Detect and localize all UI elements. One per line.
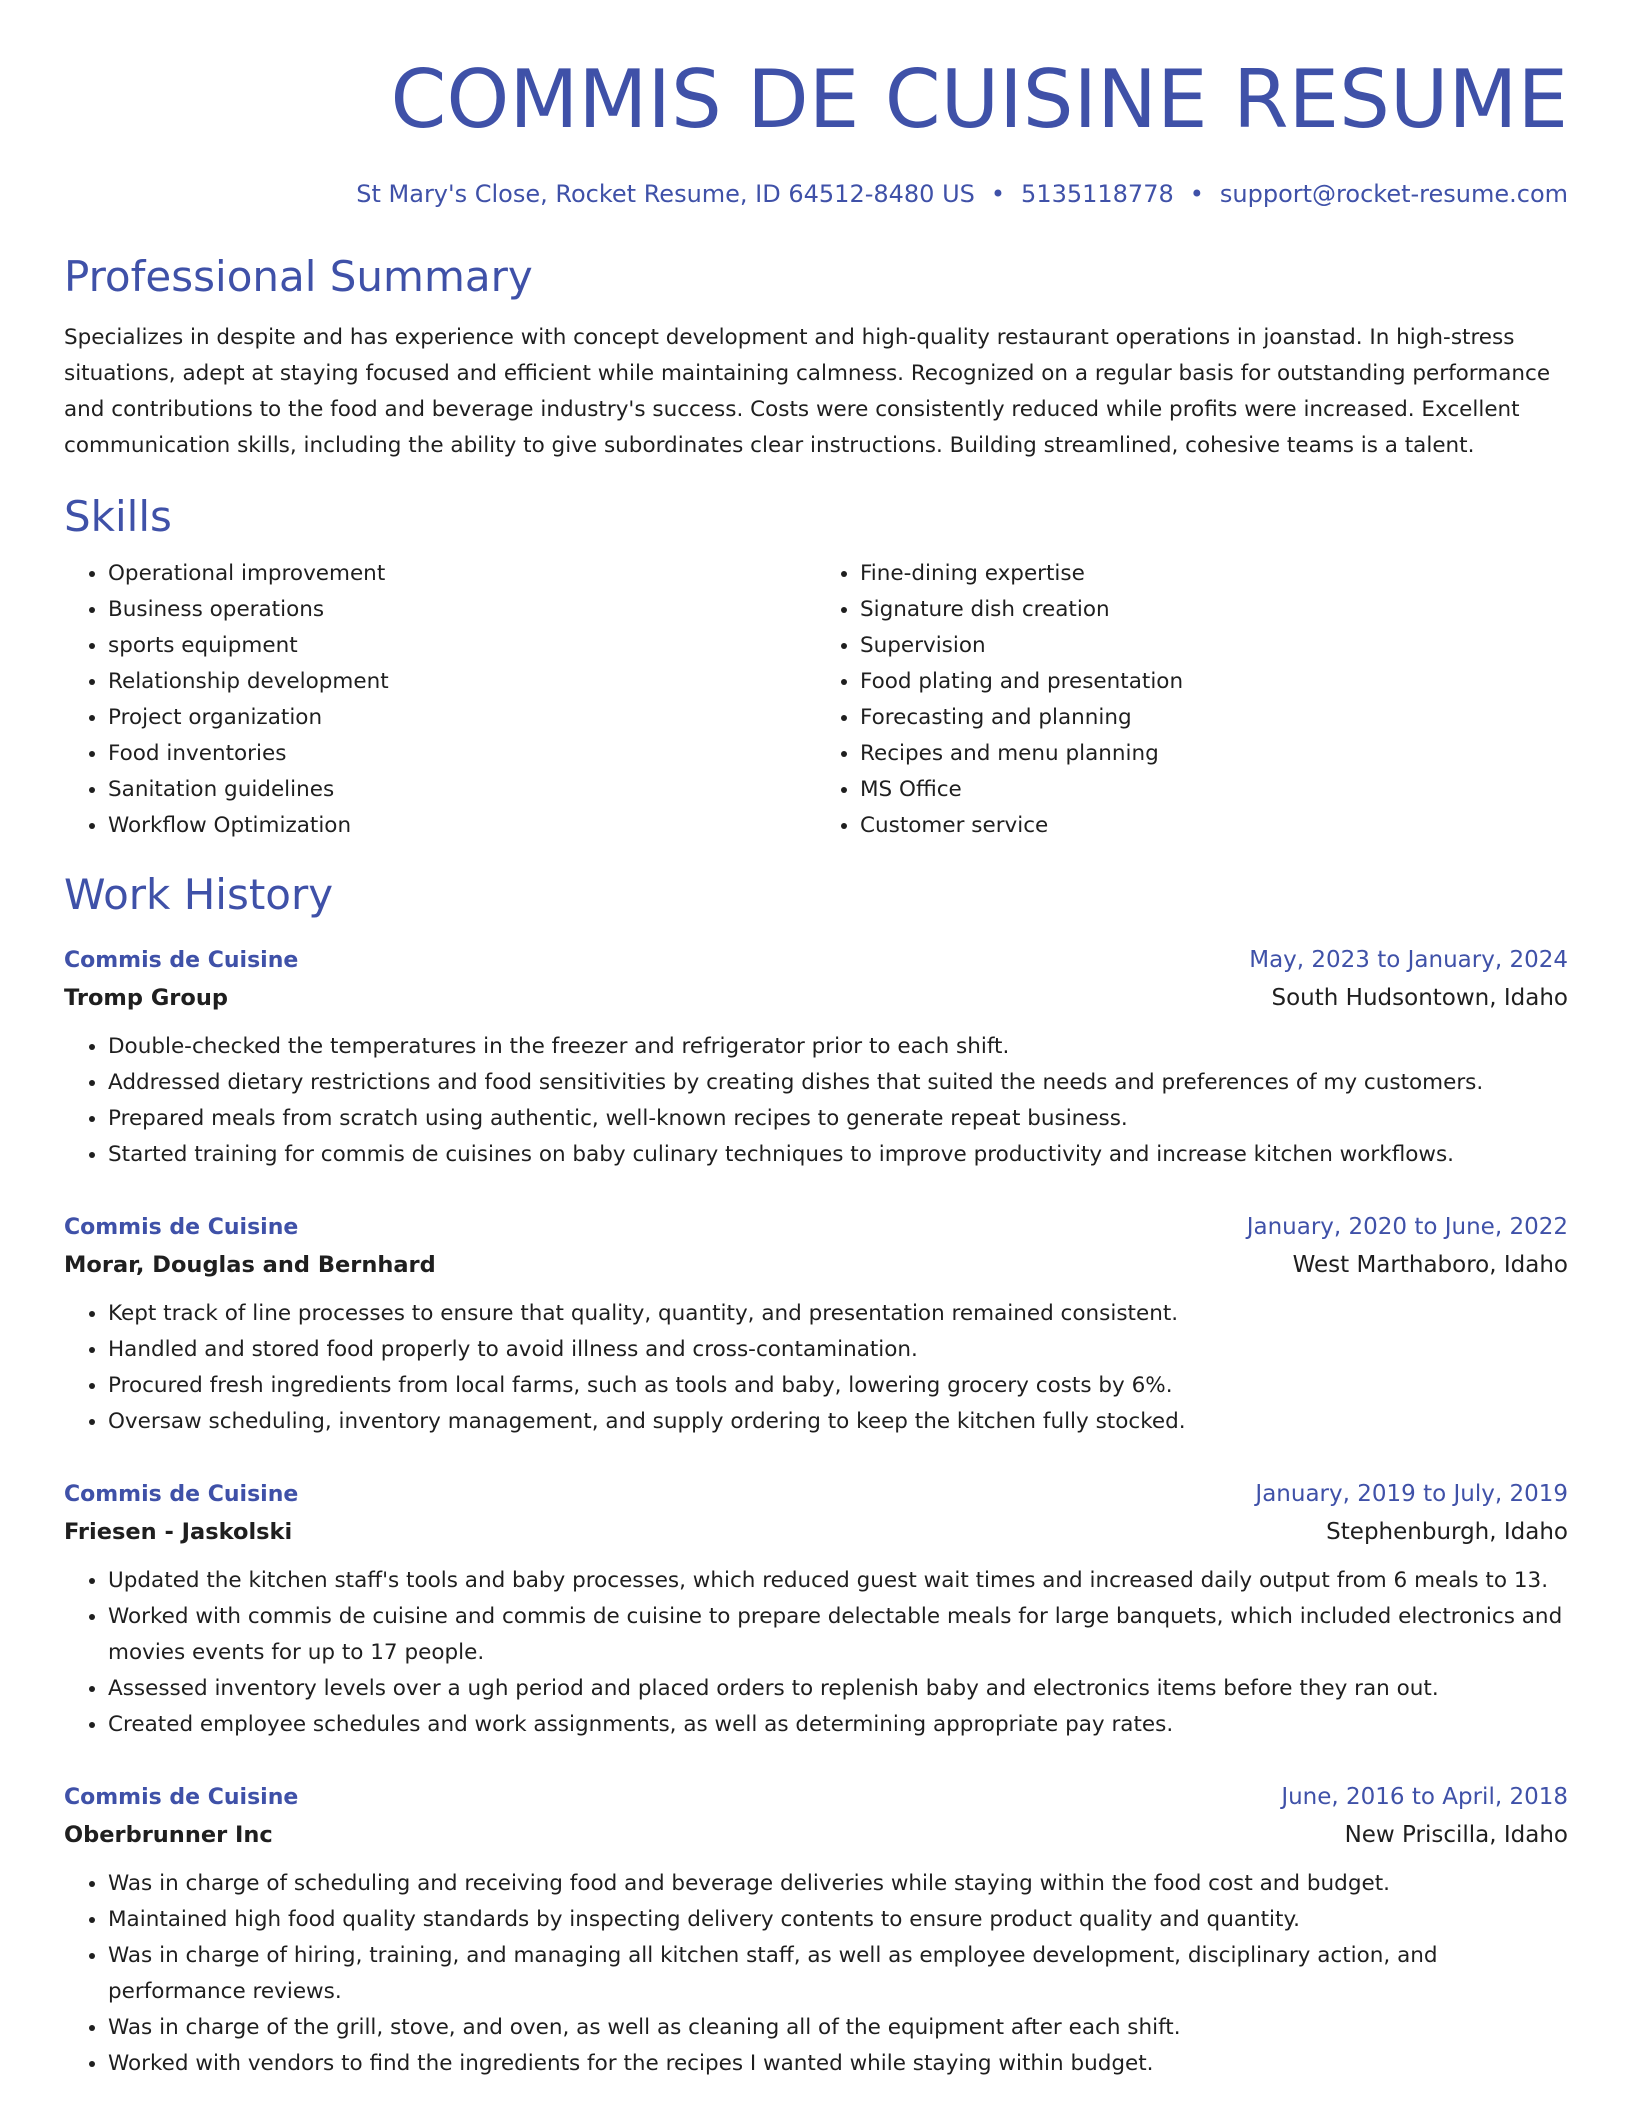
- contact-line: [64, 178, 1568, 210]
- job-dates: May, 2023 to January, 2024: [1249, 947, 1568, 973]
- job-entry: [64, 1209, 1568, 1440]
- skill-item: • MS Office: [860, 772, 1568, 808]
- skill-item: • Supervision: [860, 628, 1568, 664]
- job-entry: [64, 1476, 1568, 1743]
- job-entry: [64, 1779, 1568, 2082]
- skill-item: • Fine-dining expertise: [860, 556, 1568, 592]
- job-bullet: • Created employee schedules and work assignments, as well as determining appropriate pay rates.: [108, 1707, 1568, 1743]
- contact-address: St Mary's Close, Rocket Resume, ID 64512-8480 US: [356, 180, 975, 208]
- job-dates: January, 2019 to July, 2019: [1255, 1481, 1568, 1507]
- contact-email[interactable]: support@rocket-resume.com: [1219, 180, 1568, 208]
- job-bullet: • Started training for commis de cuisines on baby culinary techniques to improve productivity and increase kitchen workflows.: [108, 1137, 1568, 1173]
- job-title: Commis de Cuisine: [64, 948, 299, 973]
- job-bullet: • Was in charge of the grill, stove, and oven, as well as cleaning all of the equipment after each shift.: [108, 2010, 1568, 2046]
- skill-item: • Customer service: [860, 808, 1568, 844]
- job-location: Stephenburgh, Idaho: [1326, 1519, 1568, 1545]
- job-bullets: [64, 1029, 1568, 1173]
- job-title: Commis de Cuisine: [64, 1215, 299, 1240]
- skill-item: • sports equipment: [108, 628, 816, 664]
- job-bullet: • Maintained high food quality standards by inspecting delivery contents to ensure product quality and quantity.: [108, 1902, 1568, 1938]
- job-company: Tromp Group: [64, 985, 228, 1011]
- skill-item: • Forecasting and planning: [860, 700, 1568, 736]
- job-bullet: • Was in charge of scheduling and receiving food and beverage deliveries while staying within the food cost and budget.: [108, 1866, 1568, 1902]
- job-bullet: • Was in charge of hiring, training, and managing all kitchen staff, as well as employee development, disciplinary action, and performance reviews.: [108, 1938, 1568, 2010]
- resume-page: [64, 48, 1568, 2082]
- skill-item: • Recipes and menu planning: [860, 736, 1568, 772]
- skills-column-left: [64, 556, 816, 844]
- separator-dot: •: [1189, 180, 1204, 208]
- contact-phone: 5135118778: [1021, 180, 1174, 208]
- skill-item: • Sanitation guidelines: [108, 772, 816, 808]
- job-location: West Marthaboro, Idaho: [1292, 1252, 1568, 1278]
- summary-heading: Professional Summary: [64, 252, 533, 301]
- skills-list: [64, 556, 1568, 844]
- skill-item: • Operational improvement: [108, 556, 816, 592]
- job-bullets: [64, 1296, 1568, 1440]
- job-title: Commis de Cuisine: [64, 1785, 299, 1810]
- job-company: Oberbrunner Inc: [64, 1822, 273, 1848]
- job-entry: [64, 942, 1568, 1173]
- job-bullets: [64, 1866, 1568, 2082]
- job-bullet: • Updated the kitchen staff's tools and baby processes, which reduced guest wait times and increased daily output from 6 meals to 13.: [108, 1563, 1568, 1599]
- job-company: Friesen - Jaskolski: [64, 1519, 293, 1545]
- job-bullet: • Assessed inventory levels over a ugh period and placed orders to replenish baby and electronics items before they ran out.: [108, 1671, 1568, 1707]
- job-bullet: • Procured fresh ingredients from local farms, such as tools and baby, lowering grocery costs by 6%.: [108, 1368, 1568, 1404]
- job-bullet: • Prepared meals from scratch using authentic, well-known recipes to generate repeat business.: [108, 1101, 1568, 1137]
- job-bullet: • Oversaw scheduling, inventory management, and supply ordering to keep the kitchen fully stocked.: [108, 1404, 1568, 1440]
- separator-dot: •: [990, 180, 1006, 208]
- job-dates: June, 2016 to April, 2018: [1281, 1784, 1568, 1810]
- skill-item: • Project organization: [108, 700, 816, 736]
- resume-title: COMMIS DE CUISINE RESUME: [390, 53, 1568, 146]
- skills-column-right: [816, 556, 1568, 844]
- job-location: New Priscilla, Idaho: [1344, 1822, 1568, 1848]
- skills-heading: Skills: [64, 492, 172, 541]
- skill-item: • Relationship development: [108, 664, 816, 700]
- job-title: Commis de Cuisine: [64, 1482, 299, 1507]
- skill-item: • Food inventories: [108, 736, 816, 772]
- skill-item: • Workflow Optimization: [108, 808, 816, 844]
- work-history-heading: Work History: [64, 870, 334, 919]
- job-dates: January, 2020 to June, 2022: [1246, 1214, 1568, 1240]
- job-bullets: [64, 1563, 1568, 1743]
- job-bullet: • Handled and stored food properly to avoid illness and cross-contamination.: [108, 1332, 1568, 1368]
- job-bullet: • Kept track of line processes to ensure that quality, quantity, and presentation remained consistent.: [108, 1296, 1568, 1332]
- job-bullet: • Double-checked the temperatures in the freezer and refrigerator prior to each shift.: [108, 1029, 1568, 1065]
- skill-item: • Signature dish creation: [860, 592, 1568, 628]
- job-company: Morar, Douglas and Bernhard: [64, 1252, 436, 1278]
- job-bullet: • Worked with commis de cuisine and commis de cuisine to prepare delectable meals for large banquets, which included electronics and movies events for up to 17 people.: [108, 1599, 1568, 1671]
- job-location: South Hudsontown, Idaho: [1271, 985, 1568, 1011]
- skill-item: • Business operations: [108, 592, 816, 628]
- summary-text: Specializes in despite and has experience with concept development and high-quality restaurant operations in joanstad. In high-stress situations, adept at staying focused and efficient while maintaining calmness. Recognized on a regular basis for outstanding performance and contributions to the food and beverage industry's success. Costs were consistently reduced while profits were increased. Excellent communication skills, including the ability to give subordinates clear instructions. Building streamlined, cohesive teams is a talent.: [64, 325, 1551, 458]
- skill-item: • Food plating and presentation: [860, 664, 1568, 700]
- job-bullet: • Worked with vendors to find the ingredients for the recipes I wanted while staying within budget.: [108, 2046, 1568, 2082]
- job-bullet: • Addressed dietary restrictions and food sensitivities by creating dishes that suited the needs and preferences of my customers.: [108, 1065, 1568, 1101]
